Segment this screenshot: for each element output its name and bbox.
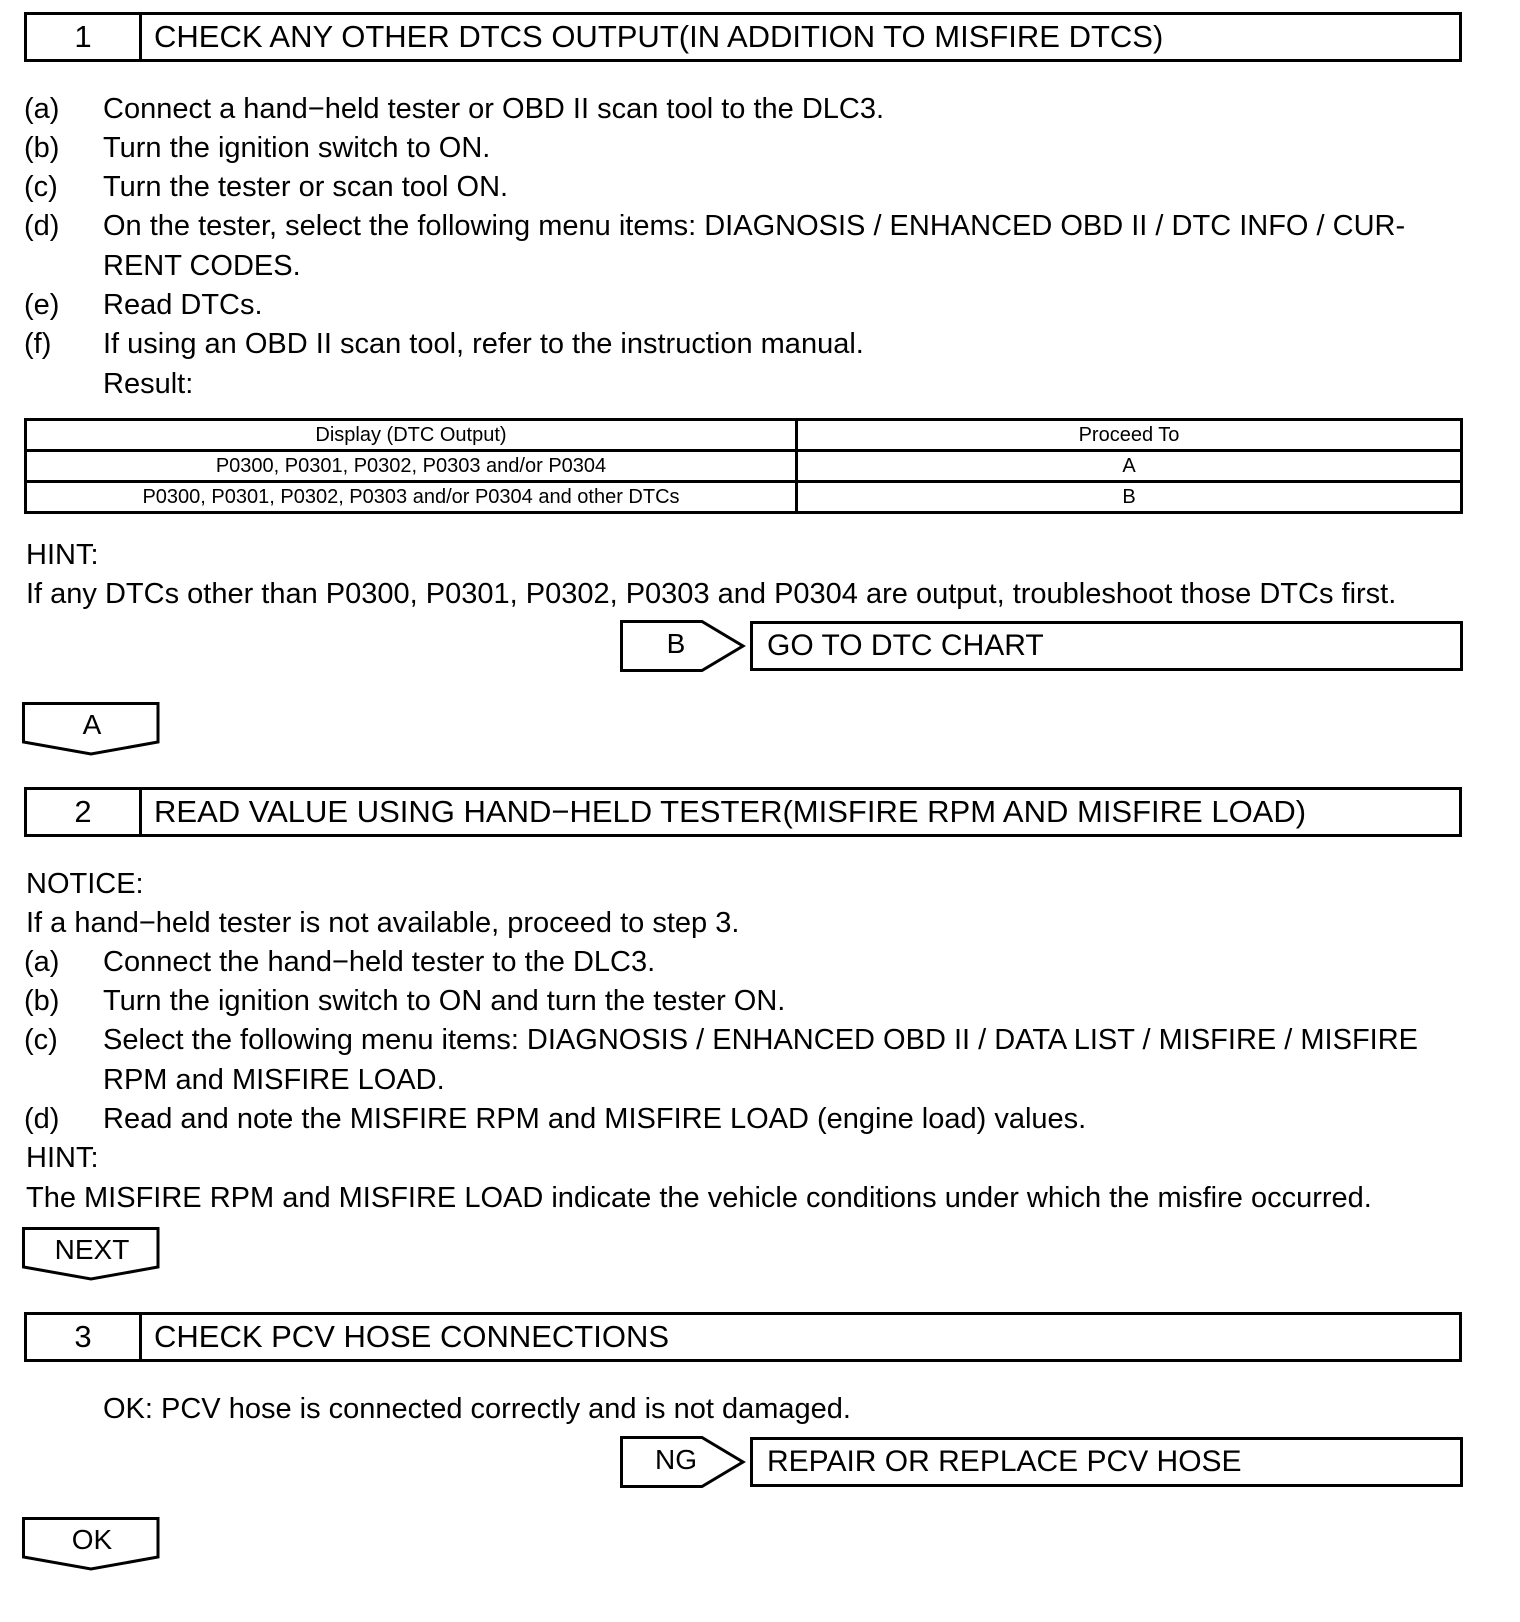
next-tab-label: OK: [71, 1524, 113, 1555]
item-label: (d): [24, 210, 60, 242]
table-cell: B: [797, 482, 1462, 513]
table-header: Display (DTC Output): [26, 420, 797, 451]
item-text: If using an OBD II scan tool, refer to the instruction manual.: [103, 328, 864, 360]
step-title: CHECK PCV HOSE CONNECTIONS: [154, 1319, 670, 1354]
item-text: On the tester, select the following menu items: DIAGNOSIS / ENHANCED OBD II / DTC INFO / CUR-: [103, 210, 1406, 242]
item-label: (c): [24, 171, 58, 203]
branch-label: B: [666, 628, 686, 659]
item-text: Connect the hand−held tester to the DLC3.: [103, 946, 656, 978]
hint-text: The MISFIRE RPM and MISFIRE LOAD indicate the vehicle conditions under which the misfire occurred.: [26, 1182, 1372, 1214]
step-3-header: [24, 1312, 1462, 1362]
item-label: (e): [24, 289, 60, 321]
next-tab-label: A: [82, 709, 102, 740]
item-text-continued: RPM and MISFIRE LOAD.: [103, 1064, 445, 1096]
item-label: (a): [24, 93, 60, 125]
step-number: 1: [27, 15, 142, 59]
table-cell: P0300, P0301, P0302, P0303 and/or P0304 and other DTCs: [26, 482, 797, 513]
item-text: Turn the tester or scan tool ON.: [103, 171, 509, 203]
table-header: Proceed To: [797, 420, 1462, 451]
table-row: [26, 482, 1462, 513]
item-text-continued: RENT CODES.: [103, 250, 301, 282]
item-label: (c): [24, 1024, 58, 1056]
hint-label: HINT:: [26, 539, 99, 571]
item-text: Turn the ignition switch to ON and turn the tester ON.: [103, 985, 786, 1017]
table-header-row: [26, 420, 1462, 451]
step-1-header: [24, 12, 1462, 62]
hint-label: HINT:: [26, 1142, 99, 1174]
item-text: Connect a hand−held tester or OBD II scan tool to the DLC3.: [103, 93, 885, 125]
item-label: (b): [24, 985, 60, 1017]
item-text: Turn the ignition switch to ON.: [103, 132, 491, 164]
next-tab-label: NEXT: [54, 1234, 130, 1265]
table-row: [26, 451, 1462, 482]
item-text: Read and note the MISFIRE RPM and MISFIRE LOAD (engine load) values.: [103, 1103, 1087, 1135]
item-label: (b): [24, 132, 60, 164]
item-label: (a): [24, 946, 60, 978]
branch-target: GO TO DTC CHART: [750, 621, 1463, 671]
result-table: [24, 418, 1463, 514]
branch-target: REPAIR OR REPLACE PCV HOSE: [750, 1437, 1463, 1487]
step-2-header: [24, 787, 1462, 837]
notice-text: If a hand−held tester is not available, proceed to step 3.: [26, 907, 740, 939]
table-cell: P0300, P0301, P0302, P0303 and/or P0304: [26, 451, 797, 482]
step-title: CHECK ANY OTHER DTCS OUTPUT(IN ADDITION TO MISFIRE DTCS): [154, 19, 1164, 54]
step-number: 2: [27, 790, 142, 834]
item-text: Read DTCs.: [103, 289, 263, 321]
branch-label: NG: [655, 1444, 697, 1475]
result-label: Result:: [103, 368, 194, 400]
hint-text: If any DTCs other than P0300, P0301, P0302, P0303 and P0304 are output, troubleshoot those DTCs first.: [26, 578, 1397, 610]
item-text: Select the following menu items: DIAGNOSIS / ENHANCED OBD II / DATA LIST / MISFIRE / MISFIRE: [103, 1024, 1419, 1056]
step-number: 3: [27, 1315, 142, 1359]
notice-label: NOTICE:: [26, 868, 144, 900]
ok-criteria-text: OK: PCV hose is connected correctly and is not damaged.: [103, 1393, 851, 1425]
item-label: (d): [24, 1103, 60, 1135]
item-label: (f): [24, 328, 52, 360]
step-title: READ VALUE USING HAND−HELD TESTER(MISFIRE RPM AND MISFIRE LOAD): [154, 794, 1307, 829]
table-cell: A: [797, 451, 1462, 482]
